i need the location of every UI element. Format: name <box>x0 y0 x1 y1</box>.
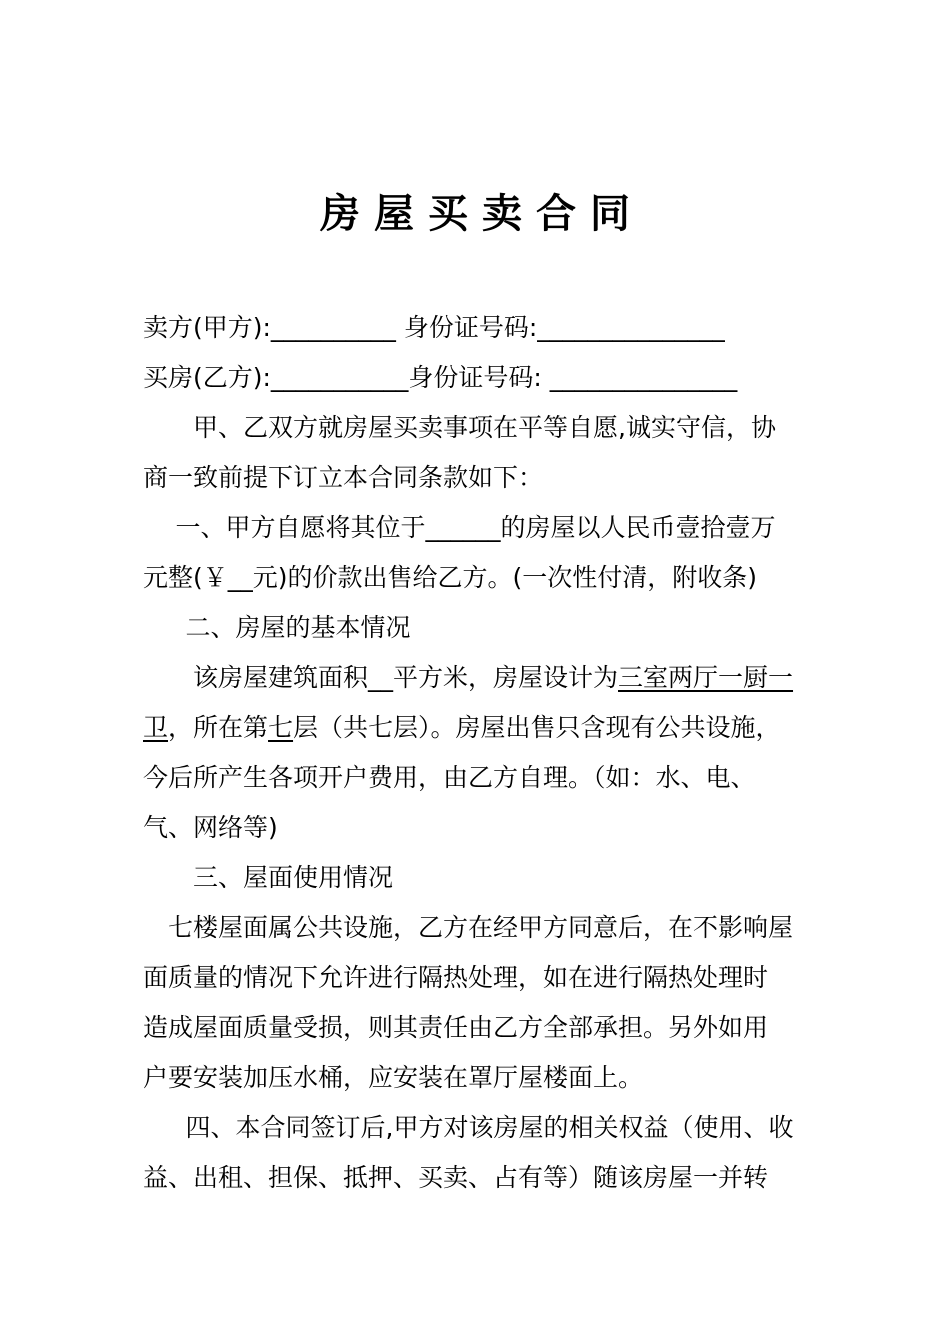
line-text: 甲、乙双方就房屋买卖事项在平等自愿,诚实守信，协 <box>193 413 776 442</box>
line-text: 面质量的情况下允许进行隔热处理，如在进行隔热处理时 <box>143 963 769 992</box>
line-text: 该房屋建筑面积__平方米，房屋设计为 <box>193 663 619 692</box>
section3-line-1 <box>143 903 815 953</box>
line-text: 今后所产生各项开户费用，由乙方自理。（如：水、电、 <box>143 763 756 792</box>
line-text: 四、本合同签订后,甲方对该房屋的相关权益（使用、收 <box>185 1113 794 1142</box>
line-text: 商一致前提下订立本合同条款如下： <box>143 463 544 492</box>
contract-title: 房屋买卖合同 <box>320 191 644 237</box>
underlined-text: 七 <box>268 713 294 742</box>
line-text: 卖方(甲方):__________ 身份证号码:_______________ <box>143 313 725 342</box>
line-text: 一、甲方自愿将其位于______的房屋以人民币壹拾壹万 <box>175 513 776 542</box>
intro-line-1 <box>143 403 815 453</box>
line-text: ，所在第 <box>168 713 269 742</box>
section2-line-3 <box>143 753 815 803</box>
line-text: 造成屋面质量受损，则其责任由乙方全部承担。另外如用 <box>143 1013 769 1042</box>
section2-line-1 <box>143 653 815 703</box>
intro-line-2 <box>143 453 815 503</box>
line-text: 户要安装加压水桶，应安装在罩厅屋楼面上。 <box>143 1063 644 1092</box>
line-text: 买房(乙方):___________身份证号码: _______________ <box>143 363 738 392</box>
line-text: 元整(￥__元)的价款出售给乙方。(一次性付清，附收条) <box>143 563 758 592</box>
line-text: 二、房屋的基本情况 <box>185 613 411 642</box>
section3-line-3 <box>143 1003 815 1053</box>
section3-line-2 <box>143 953 815 1003</box>
line-text: 三、屋面使用情况 <box>193 863 394 892</box>
line-text: 益、出租、担保、抵押、买卖、占有等）随该房屋一并转 <box>143 1163 769 1192</box>
line-text: 七楼屋面属公共设施，乙方在经甲方同意后，在不影响屋 <box>168 913 794 942</box>
buyer-line <box>143 353 815 403</box>
section3-line-4 <box>143 1053 815 1103</box>
clause1-line-2 <box>143 553 815 603</box>
clause1-line-1 <box>143 503 815 553</box>
underlined-text: 卫 <box>143 713 169 742</box>
section4-line-1 <box>143 1103 815 1153</box>
section2-line-4 <box>143 803 815 853</box>
line-text: 气、网络等) <box>143 813 278 842</box>
underlined-text: 三室两厅一厨一 <box>618 663 794 692</box>
contract-body <box>143 303 815 1203</box>
section4-line-2 <box>143 1153 815 1203</box>
seller-line <box>143 303 815 353</box>
section2-heading <box>143 603 815 653</box>
section2-line-2 <box>143 703 815 753</box>
section3-heading <box>143 853 815 903</box>
line-text: 层（共七层）。房屋出售只含现有公共设施， <box>293 713 781 742</box>
